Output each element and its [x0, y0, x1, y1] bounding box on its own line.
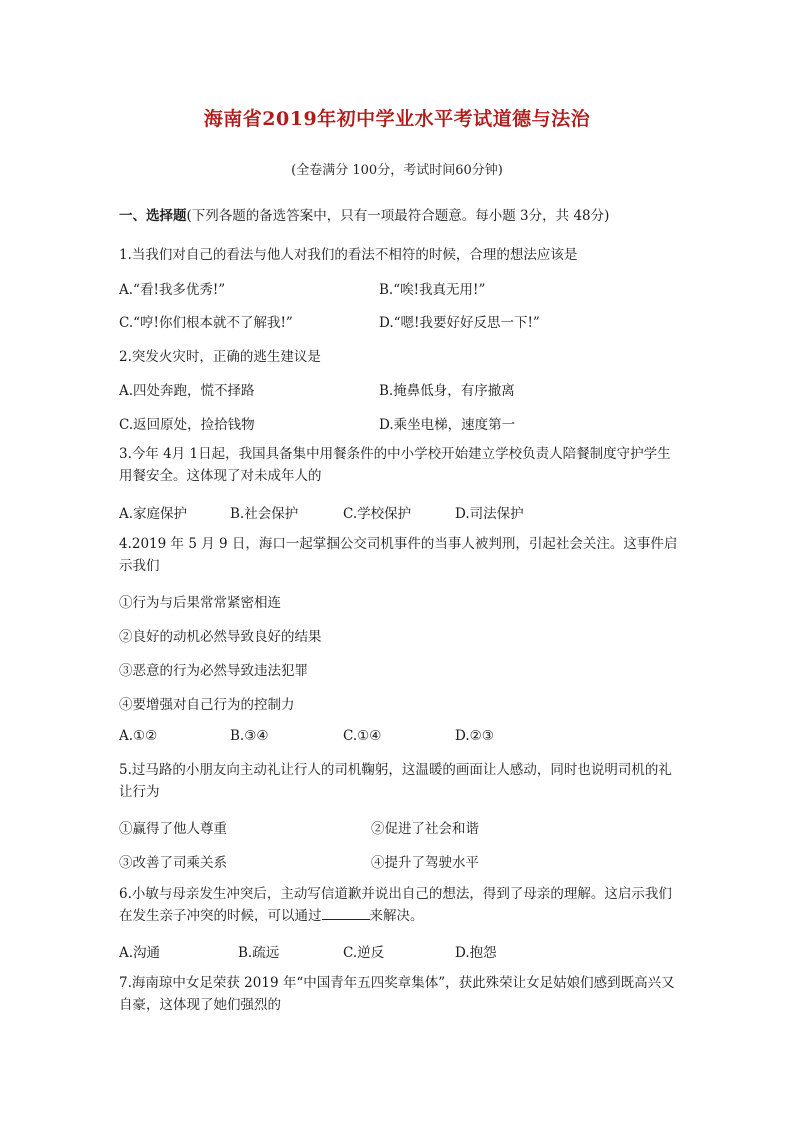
- question-3-stem: 3.今年 4月 1日起，我国具备集中用餐条件的中小学校开始建立学校负责人陪餐制度守护学生用餐安全。这体现了对未成年人的: [119, 446, 671, 484]
- q2-option-b: B.掩鼻低身，有序撤离: [379, 383, 515, 399]
- q6-option-c: C.逆反: [343, 945, 385, 961]
- q3-option-a: A.家庭保护: [119, 506, 188, 522]
- q6-option-d: D.抱怨: [455, 945, 497, 961]
- question-2-stem: 2.突发火灾时，正确的逃生建议是: [119, 349, 321, 365]
- q3-option-c: C.学校保护: [343, 506, 412, 522]
- page-title: 海南省2019年初中学业水平考试道德与法治: [203, 108, 591, 130]
- q4-option-b: B.③④: [230, 728, 269, 744]
- section-instruction: (下列各题的备选答案中，只有一项最符合题意。每小题 3分，共 48分): [186, 208, 610, 224]
- q2-option-a: A.四处奔跑，慌不择路: [119, 383, 255, 399]
- q6-stem-text: 6.小敏与母亲发生冲突后，主动写信道歉并说出自己的想法，得到了母亲的理解。这启示我们在发生亲子冲突的时候，可以通过: [119, 886, 672, 924]
- exam-info: (全卷满分 100分，考试时间60分钟): [291, 163, 503, 178]
- question-7-stem: 7.海南琼中女足荣获 2019 年“中国青年五四奖章集体”，获此殊荣让女足姑娘们感到既高兴又自豪，这体现了她们强烈的: [119, 975, 675, 1013]
- q3-option-d: D.司法保护: [455, 506, 524, 522]
- q4-statement-3: ③恶意的行为必然导致违法犯罪: [119, 663, 308, 679]
- q3-option-b: B.社会保护: [230, 506, 299, 522]
- section-header: [119, 204, 609, 224]
- q6-option-b: B.疏远: [238, 945, 280, 961]
- q2-option-c: C.返回原处，捡拾钱物: [119, 417, 255, 433]
- q4-statement-4: ④要增强对自己行为的控制力: [119, 697, 295, 713]
- q1-option-a: A.“看!我多优秀!”: [119, 282, 226, 298]
- question-6-stem: [119, 883, 681, 927]
- answer-blank: [322, 907, 370, 920]
- q6-option-a: A.沟通: [119, 945, 161, 961]
- question-5-stem: 5.过马路的小朋友向主动礼让行人的司机鞠躬，这温暖的画面让人感动，同时也说明司机的礼让行为: [119, 762, 672, 800]
- question-4-stem: 4.2019 年 5 月 9 日，海口一起掌掴公交司机事件的当事人被判刑，引起社会关注。这事件启示我们: [119, 536, 678, 574]
- q1-option-c: C.“哼!你们根本就不了解我!”: [119, 315, 293, 331]
- q5-statement-3: ③改善了司乘关系: [119, 855, 227, 871]
- q5-statement-2: ②促进了社会和谐: [371, 821, 479, 837]
- q4-option-a: A.①②: [119, 728, 158, 744]
- q4-statement-1: ①行为与后果常常紧密相连: [119, 595, 281, 611]
- q2-option-d: D.乘坐电梯，速度第一: [379, 417, 516, 433]
- q1-option-b: B.“唉!我真无用!”: [379, 282, 486, 298]
- q6-stem-end: 来解决。: [369, 908, 424, 924]
- q4-option-c: C.①④: [343, 728, 382, 744]
- section-heading: 一、选择题: [119, 208, 187, 224]
- q4-option-d: D.②③: [455, 728, 494, 744]
- question-1-stem: 1.当我们对自己的看法与他人对我们的看法不相符的时候，合理的想法应该是: [119, 247, 578, 263]
- q4-statement-2: ②良好的动机必然导致良好的结果: [119, 629, 322, 645]
- q1-option-d: D.“嗯!我要好好反思一下!”: [379, 315, 540, 331]
- q5-statement-4: ④提升了驾驶水平: [371, 855, 479, 871]
- q5-statement-1: ①赢得了他人尊重: [119, 821, 227, 837]
